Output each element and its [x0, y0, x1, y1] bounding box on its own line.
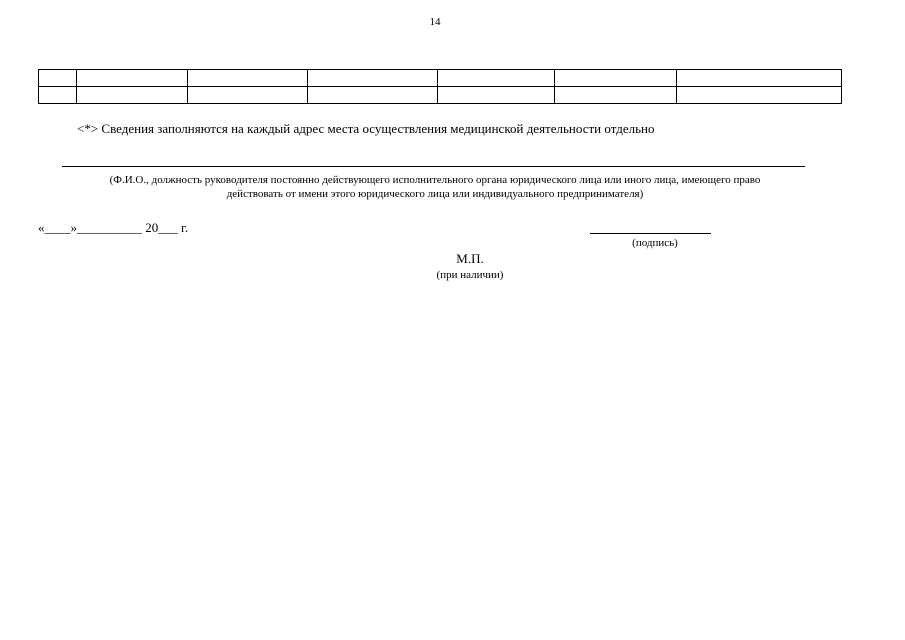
- fio-caption: [45, 173, 825, 201]
- date-field: «____»__________ 20___ г.: [38, 220, 189, 235]
- fio-signature-line: [62, 166, 805, 167]
- table-cell: [555, 70, 677, 87]
- fio-caption-line-1: (Ф.И.О., должность руководителя постоянно действующего исполнительного органа юридического лица или иного лица, имеющего право: [109, 174, 761, 186]
- stamp-caption: (при наличии): [436, 269, 504, 281]
- table-row: [39, 87, 842, 104]
- table-cell: [77, 70, 188, 87]
- page-number: 14: [429, 16, 441, 28]
- table-cell: [308, 87, 438, 104]
- table-cell: [77, 87, 188, 104]
- table-cell: [39, 87, 77, 104]
- signature-caption: (подпись): [632, 237, 678, 249]
- footnote: <*> Сведения заполняются на каждый адрес места осуществления медицинской деятельности отдельно: [77, 121, 655, 136]
- stamp-label: М.П.: [456, 251, 484, 266]
- signature-line: [590, 233, 711, 234]
- table-cell: [188, 70, 308, 87]
- table-cell: [677, 87, 842, 104]
- table-cell: [555, 87, 677, 104]
- table-cell: [39, 70, 77, 87]
- table-cell: [677, 70, 842, 87]
- table-cell: [438, 70, 555, 87]
- table-cell: [188, 87, 308, 104]
- table-row: [39, 70, 842, 87]
- table-cell: [438, 87, 555, 104]
- fio-caption-line-2: действовать от имени этого юридического лица или индивидуального предпринимателя): [226, 188, 644, 200]
- table-cell: [308, 70, 438, 87]
- blank-table: [38, 69, 842, 104]
